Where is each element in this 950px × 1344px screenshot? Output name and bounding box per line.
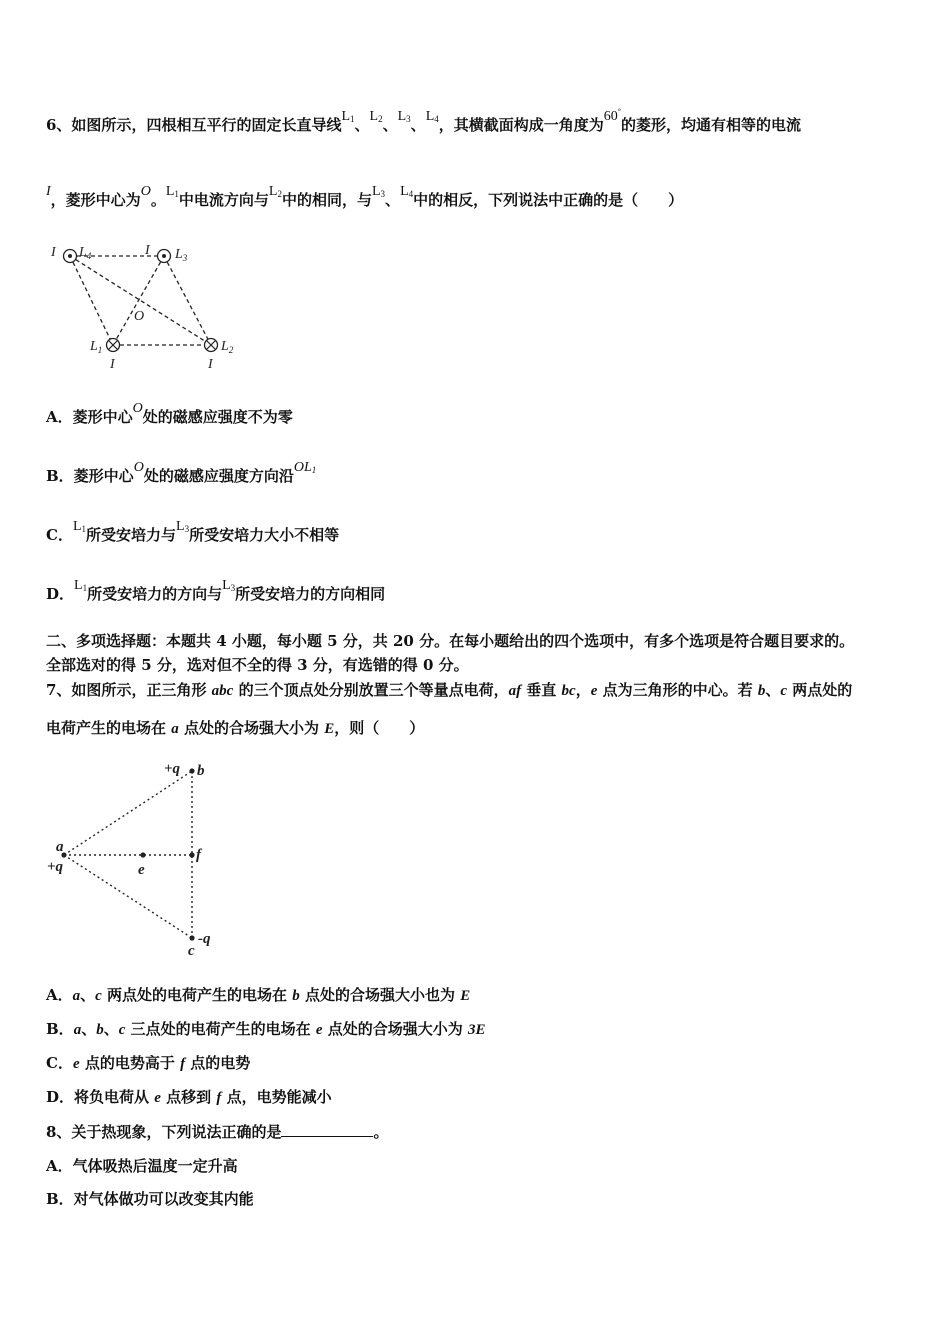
q7-stem-line1: 7、如图所示，正三角形 abc 的三个顶点处分别放置三个等量点电荷，af 垂直 bc，e 点为三角形的中心。若 b、c 两点处的 (46, 681, 853, 699)
q6-OL1-symbol: OL1 (293, 460, 317, 475)
q7-triangle-figure (44, 758, 234, 962)
label-I-L1: I (110, 357, 115, 372)
section2-line2: 全部选对的得 5 分，选对但不全的得 3 分，有选错的得 0 分。 (46, 656, 469, 674)
edge-a-c (64, 855, 192, 938)
q8-answer-blank[interactable] (281, 1122, 373, 1137)
q6-center-symbol: O (140, 184, 151, 199)
label-a: a (56, 839, 64, 855)
label-e: e (138, 862, 145, 878)
edge-a-b (64, 771, 192, 855)
label-O: O (134, 309, 145, 324)
wire-L1-in-icon (107, 339, 120, 352)
q6-stem-a: 6、如图所示，四根相互平行的固定长直导线 (46, 116, 342, 134)
q6-L3-b: L3 (371, 184, 386, 199)
q8-option-a: A．气体吸热后温度一定升高 (46, 1157, 238, 1175)
section2-line1: 二、多项选择题：本题共 4 小题，每小题 5 分，共 20 分。在每小题给出的四个选项中，有多个选项是符合题目要求的。 (46, 632, 855, 650)
label-b-charge: +q (164, 761, 181, 777)
q6-option-a: A．菱形中心O处的磁感应强度不为零 (46, 401, 293, 426)
edge-L3-L2 (164, 256, 211, 345)
q6-option-b: B．菱形中心O处的磁感应强度方向沿OL1 (46, 460, 317, 485)
label-L1: $L_1$ (90, 339, 103, 355)
wire-L4-out-icon (64, 250, 77, 263)
q6-L2-b: L2 (268, 184, 282, 199)
label-a-charge: +q (47, 859, 64, 875)
label-L4: $L_4$ (79, 245, 92, 261)
q7-option-b: B．a、b、c 三点处的电荷产生的电场在 e 点处的合场强大小为 3E (46, 1020, 486, 1038)
q7-option-c: C．e 点的电势高于 f 点的电势 (46, 1054, 251, 1072)
point-c (189, 935, 194, 940)
q6-rhombus-figure (46, 236, 256, 376)
q6-L3: L3 (397, 109, 411, 124)
q6-current-symbol: I (46, 184, 51, 199)
point-b (189, 768, 194, 773)
label-L2: $L_2$ (221, 339, 234, 355)
label-b: b (197, 763, 205, 779)
point-e (140, 852, 145, 857)
label-I-L2: I (208, 357, 213, 372)
q6-L4: L4 (425, 109, 439, 124)
q7-option-a: A．a、c 两点处的电荷产生的电场在 b 点处的合场强大小也为 E (46, 986, 471, 1004)
edge-L4-L1 (70, 256, 113, 345)
q6-L4-b: L4 (400, 184, 414, 199)
wire-L3-out-icon (158, 250, 171, 263)
q7-option-d: D．将负电荷从 e 点移到 f 点，电势能减小 (46, 1088, 332, 1106)
label-I-L3: I (145, 243, 150, 258)
q6-option-d: D．L1所受安培力的方向与L3所受安培力的方向相同 (46, 578, 386, 603)
label-L3: $L_3$ (175, 247, 188, 263)
q6-L1: L1 (341, 109, 355, 124)
label-c-charge: -q (198, 931, 211, 947)
q8-option-b: B．对气体做功可以改变其内能 (46, 1190, 254, 1208)
label-f: f (196, 847, 201, 863)
q6-L1-b: L1 (165, 184, 179, 199)
q7-stem-line2: 电荷产生的电场在 a 点处的合场强大小为 E，则（ ） (46, 719, 425, 737)
q6-stem-line2: I，菱形中心为O。L1中电流方向与L2中的相同，与L3、L4中的相反，下列说法中正确的是（ ） (46, 184, 684, 209)
q6-angle: 60° (603, 107, 621, 124)
q6-L2: L2 (369, 109, 383, 124)
label-I-L4: I (51, 245, 56, 260)
wire-L2-in-icon (205, 339, 218, 352)
q6-stem-line1: 6、如图所示，四根相互平行的固定长直导线L1、L2、L3、L4，其横截面构成一角度为60°的菱形，均通有相等的电流 (46, 107, 801, 134)
label-c: c (188, 943, 195, 959)
point-f (189, 852, 194, 857)
diagonal-L3-L1 (113, 256, 164, 345)
q6-option-c: C．L1所受安培力与L3所受安培力大小不相等 (46, 519, 340, 544)
q8-stem: 8、关于热现象，下列说法正确的是 。 (46, 1123, 389, 1141)
